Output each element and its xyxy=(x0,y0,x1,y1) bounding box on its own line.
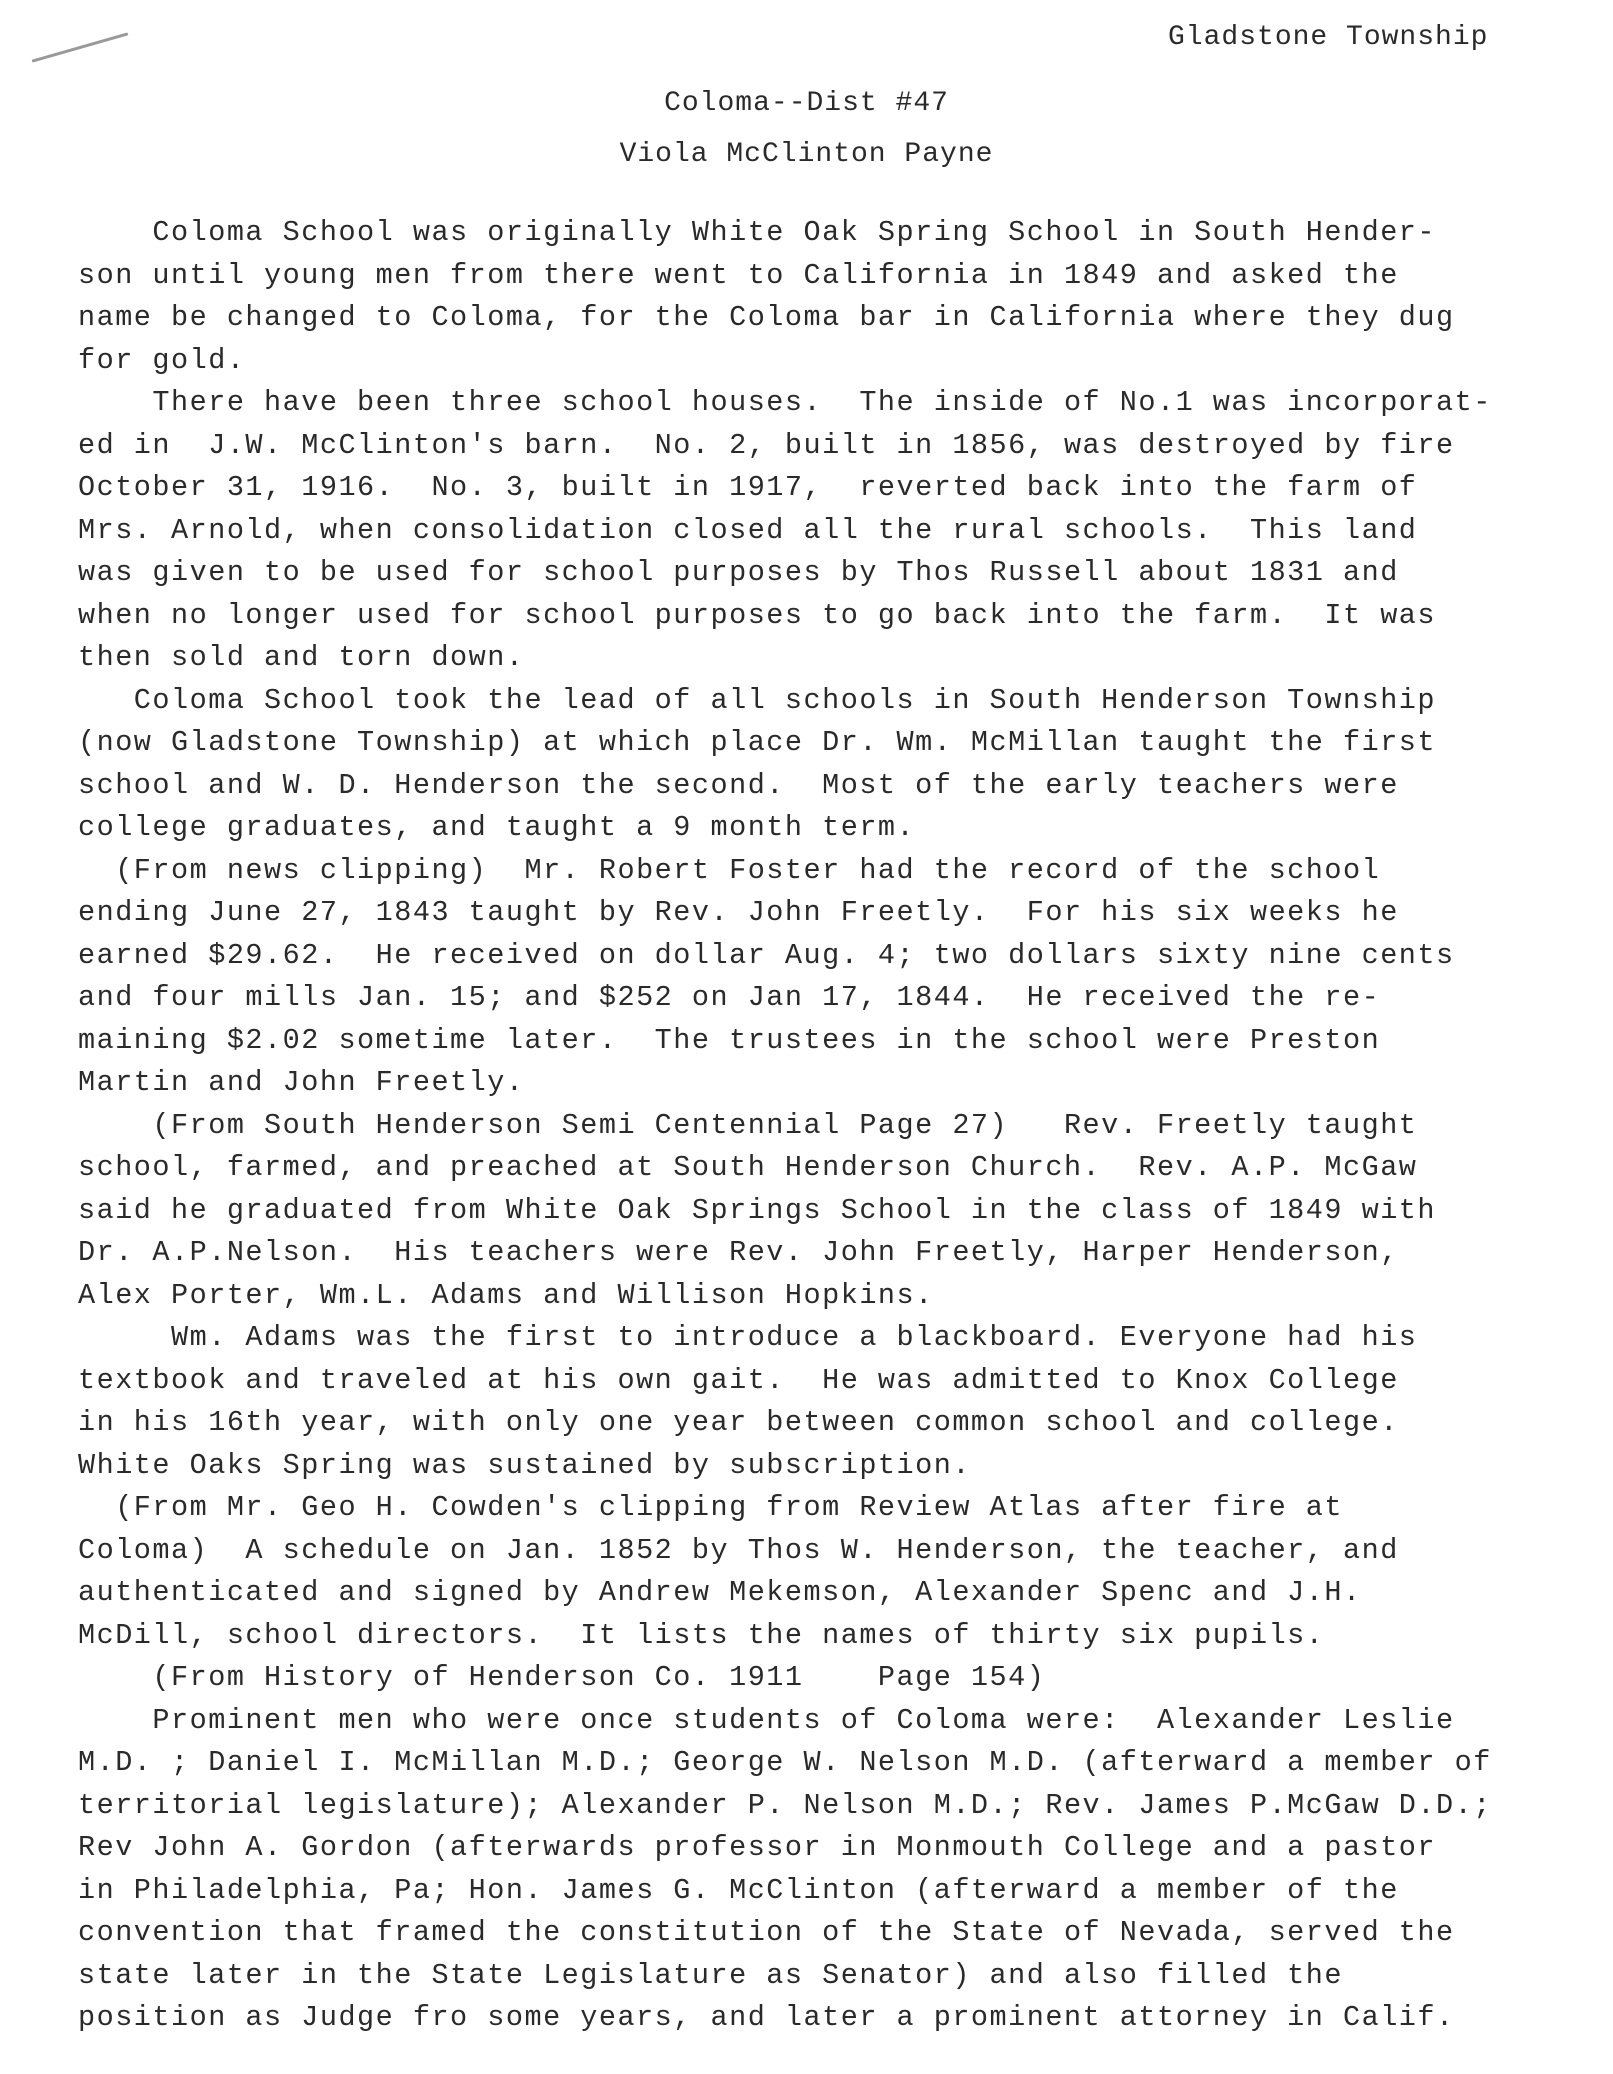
text-line: White Oaks Spring was sustained by subscription. xyxy=(78,1448,971,1482)
text-line: in his 16th year, with only one year between common school and college. xyxy=(78,1406,1399,1439)
text-line: Coloma School took the lead of all schools in South Henderson Township xyxy=(78,683,1437,717)
text-line: school and W. D. Henderson the second. Most of the early teachers were xyxy=(78,768,1399,802)
text-line: McDill, school directors. It lists the names of thirty six pupils. xyxy=(78,1618,1325,1652)
document-author: Viola McClinton Payne xyxy=(619,139,994,170)
text-line: maining $2.02 sometime later. The trustees in the school were Preston xyxy=(78,1023,1381,1057)
body-text xyxy=(78,212,1578,2040)
text-line: Prominent men who were once students of Coloma were: Alexander Leslie xyxy=(78,1703,1455,1737)
text-line: ed in J.W. McClinton's barn. No. 2, built in 1856, was destroyed by fire xyxy=(78,428,1455,462)
text-line: state later in the State Legislature as Senator) and also filled the xyxy=(78,1958,1343,1992)
text-line: M.D. ; Daniel I. McMillan M.D.; George W. Nelson M.D. (afterward a member of xyxy=(78,1746,1492,1779)
text-line: for gold. xyxy=(78,343,246,377)
text-line: was given to be used for school purposes by Thos Russell about 1831 and xyxy=(78,556,1399,589)
text-line: Coloma School was originally White Oak Spring School in South Hender- xyxy=(78,216,1437,249)
text-line: (From South Henderson Semi Centennial Page 27) Rev. Freetly taught xyxy=(78,1108,1418,1142)
text-line: name be changed to Coloma, for the Coloma bar in California where they dug xyxy=(78,301,1455,334)
text-line: college graduates, and taught a 9 month term. xyxy=(78,811,916,844)
text-line: Alex Porter, Wm.L. Adams and Willison Hopkins. xyxy=(78,1278,934,1312)
pencil-mark xyxy=(32,32,129,62)
text-line: October 31, 1916. No. 3, built in 1917, reverted back into the farm of xyxy=(78,471,1418,504)
text-line: Rev John A. Gordon (afterwards professor in Monmouth College and a pastor xyxy=(78,1831,1437,1864)
text-line: (From History of Henderson Co. 1911 Page 154) xyxy=(78,1661,1046,1694)
text-line: position as Judge fro some years, and later a prominent attorney in Calif. xyxy=(78,2001,1455,2034)
text-line: Coloma) A schedule on Jan. 1852 by Thos W. Henderson, the teacher, and xyxy=(78,1533,1399,1567)
text-line: Dr. A.P.Nelson. His teachers were Rev. John Freetly, Harper Henderson, xyxy=(78,1236,1399,1269)
text-line: authenticated and signed by Andrew Mekemson, Alexander Spenc and J.H. xyxy=(78,1576,1362,1609)
text-line: then sold and torn down. xyxy=(78,641,525,674)
text-line: (From Mr. Geo H. Cowden's clipping from Review Atlas after fire at xyxy=(78,1491,1343,1524)
text-line: when no longer used for school purposes to go back into the farm. It was xyxy=(78,598,1437,632)
text-line: son until young men from there went to California in 1849 and asked the xyxy=(78,258,1399,292)
text-line: Mrs. Arnold, when consolidation closed all the rural schools. This land xyxy=(78,513,1418,547)
text-line: textbook and traveled at his own gait. He was admitted to Knox College xyxy=(78,1363,1399,1397)
document-title: Coloma--Dist #47 xyxy=(664,88,949,119)
text-line: said he graduated from White Oak Springs School in the class of 1849 with xyxy=(78,1193,1437,1227)
text-line: There have been three school houses. The inside of No.1 was incorporat- xyxy=(78,386,1492,419)
text-line: in Philadelphia, Pa; Hon. James G. McClinton (afterward a member of the xyxy=(78,1873,1399,1907)
text-line: (From news clipping) Mr. Robert Foster had the record of the school xyxy=(78,853,1381,887)
text-line: Martin and John Freetly. xyxy=(78,1066,525,1099)
text-line: territorial legislature); Alexander P. Nelson M.D.; Rev. James P.McGaw D.D.; xyxy=(78,1788,1492,1822)
text-line: and four mills Jan. 15; and $252 on Jan 17, 1844. He received the re- xyxy=(78,981,1381,1014)
text-line: earned $29.62. He received on dollar Aug. 4; two dollars sixty nine cents xyxy=(78,938,1455,972)
text-line: Wm. Adams was the first to introduce a blackboard. Everyone had his xyxy=(78,1321,1418,1354)
text-line: (now Gladstone Township) at which place Dr. Wm. McMillan taught the first xyxy=(78,726,1437,759)
text-line: convention that framed the constitution of the State of Nevada, served the xyxy=(78,1916,1455,1949)
township-header: Gladstone Township xyxy=(1168,22,1489,53)
text-line: school, farmed, and preached at South Henderson Church. Rev. A.P. McGaw xyxy=(78,1151,1418,1184)
text-line: ending June 27, 1843 taught by Rev. John Freetly. For his six weeks he xyxy=(78,896,1399,929)
